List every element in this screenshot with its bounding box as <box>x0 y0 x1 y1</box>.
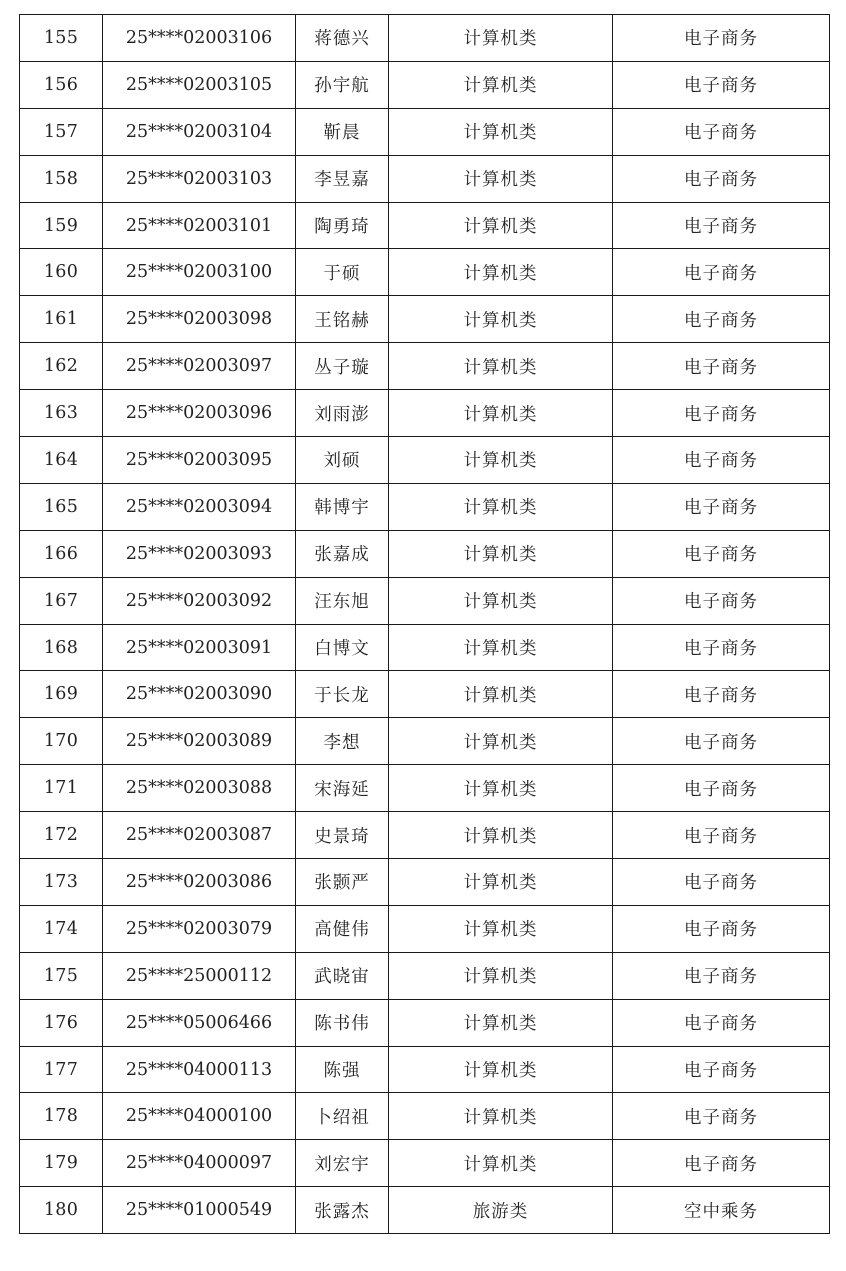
table-row <box>20 437 830 484</box>
major-cell: 电子商务 <box>613 343 830 390</box>
row-number-cell: 175 <box>20 952 103 999</box>
student-name-cell: 孙宇航 <box>296 61 389 108</box>
document-page <box>19 14 830 1234</box>
row-number-cell: 156 <box>20 61 103 108</box>
exam-id-cell: 25****02003103 <box>103 155 296 202</box>
table-row <box>20 812 830 859</box>
exam-id-cell: 25****04000113 <box>103 1046 296 1093</box>
table-row <box>20 1046 830 1093</box>
category-cell: 计算机类 <box>389 530 613 577</box>
category-cell: 计算机类 <box>389 390 613 437</box>
exam-id-cell: 25****02003092 <box>103 577 296 624</box>
exam-id-cell: 25****02003094 <box>103 483 296 530</box>
major-cell: 电子商务 <box>613 1093 830 1140</box>
major-cell: 电子商务 <box>613 155 830 202</box>
exam-id-cell: 25****02003098 <box>103 296 296 343</box>
student-name-cell: 张露杰 <box>296 1187 389 1234</box>
table-row <box>20 530 830 577</box>
category-cell: 计算机类 <box>389 15 613 62</box>
exam-id-cell: 25****04000097 <box>103 1140 296 1187</box>
student-name-cell: 卜绍祖 <box>296 1093 389 1140</box>
category-cell: 旅游类 <box>389 1187 613 1234</box>
row-number-cell: 160 <box>20 249 103 296</box>
category-cell: 计算机类 <box>389 905 613 952</box>
exam-id-cell: 25****02003086 <box>103 859 296 906</box>
category-cell: 计算机类 <box>389 1046 613 1093</box>
row-number-cell: 180 <box>20 1187 103 1234</box>
table-row <box>20 905 830 952</box>
category-cell: 计算机类 <box>389 1093 613 1140</box>
category-cell: 计算机类 <box>389 108 613 155</box>
student-name-cell: 于长龙 <box>296 671 389 718</box>
exam-id-cell: 25****02003097 <box>103 343 296 390</box>
exam-id-cell: 25****05006466 <box>103 999 296 1046</box>
row-number-cell: 155 <box>20 15 103 62</box>
exam-id-cell: 25****02003093 <box>103 530 296 577</box>
table-row <box>20 718 830 765</box>
table-row <box>20 952 830 999</box>
row-number-cell: 165 <box>20 483 103 530</box>
student-name-cell: 韩博宇 <box>296 483 389 530</box>
table-body <box>20 15 830 1234</box>
major-cell: 电子商务 <box>613 952 830 999</box>
major-cell: 电子商务 <box>613 61 830 108</box>
student-name-cell: 武晓宙 <box>296 952 389 999</box>
student-name-cell: 刘宏宇 <box>296 1140 389 1187</box>
table-row <box>20 249 830 296</box>
category-cell: 计算机类 <box>389 202 613 249</box>
table-row <box>20 108 830 155</box>
exam-id-cell: 25****01000549 <box>103 1187 296 1234</box>
row-number-cell: 157 <box>20 108 103 155</box>
table-row <box>20 1187 830 1234</box>
student-name-cell: 丛子璇 <box>296 343 389 390</box>
category-cell: 计算机类 <box>389 61 613 108</box>
row-number-cell: 172 <box>20 812 103 859</box>
major-cell: 电子商务 <box>613 999 830 1046</box>
exam-id-cell: 25****02003095 <box>103 437 296 484</box>
student-name-cell: 李昱嘉 <box>296 155 389 202</box>
category-cell: 计算机类 <box>389 859 613 906</box>
row-number-cell: 168 <box>20 624 103 671</box>
major-cell: 电子商务 <box>613 108 830 155</box>
row-number-cell: 159 <box>20 202 103 249</box>
major-cell: 电子商务 <box>613 483 830 530</box>
category-cell: 计算机类 <box>389 952 613 999</box>
category-cell: 计算机类 <box>389 812 613 859</box>
major-cell: 电子商务 <box>613 249 830 296</box>
major-cell: 电子商务 <box>613 577 830 624</box>
category-cell: 计算机类 <box>389 296 613 343</box>
exam-id-cell: 25****25000112 <box>103 952 296 999</box>
exam-id-cell: 25****02003079 <box>103 905 296 952</box>
table-row <box>20 624 830 671</box>
row-number-cell: 166 <box>20 530 103 577</box>
admission-list-table <box>19 14 830 1234</box>
category-cell: 计算机类 <box>389 577 613 624</box>
table-row <box>20 202 830 249</box>
student-name-cell: 陶勇琦 <box>296 202 389 249</box>
exam-id-cell: 25****04000100 <box>103 1093 296 1140</box>
major-cell: 电子商务 <box>613 1046 830 1093</box>
row-number-cell: 179 <box>20 1140 103 1187</box>
exam-id-cell: 25****02003096 <box>103 390 296 437</box>
row-number-cell: 162 <box>20 343 103 390</box>
category-cell: 计算机类 <box>389 1140 613 1187</box>
major-cell: 电子商务 <box>613 437 830 484</box>
major-cell: 电子商务 <box>613 905 830 952</box>
row-number-cell: 163 <box>20 390 103 437</box>
major-cell: 电子商务 <box>613 15 830 62</box>
category-cell: 计算机类 <box>389 999 613 1046</box>
category-cell: 计算机类 <box>389 155 613 202</box>
major-cell: 电子商务 <box>613 202 830 249</box>
row-number-cell: 170 <box>20 718 103 765</box>
exam-id-cell: 25****02003101 <box>103 202 296 249</box>
category-cell: 计算机类 <box>389 624 613 671</box>
major-cell: 电子商务 <box>613 296 830 343</box>
category-cell: 计算机类 <box>389 437 613 484</box>
row-number-cell: 176 <box>20 999 103 1046</box>
category-cell: 计算机类 <box>389 249 613 296</box>
table-row <box>20 483 830 530</box>
row-number-cell: 173 <box>20 859 103 906</box>
row-number-cell: 164 <box>20 437 103 484</box>
row-number-cell: 161 <box>20 296 103 343</box>
major-cell: 电子商务 <box>613 624 830 671</box>
table-row <box>20 296 830 343</box>
major-cell: 电子商务 <box>613 1140 830 1187</box>
row-number-cell: 178 <box>20 1093 103 1140</box>
student-name-cell: 刘硕 <box>296 437 389 484</box>
major-cell: 空中乘务 <box>613 1187 830 1234</box>
table-row <box>20 61 830 108</box>
table-row <box>20 343 830 390</box>
row-number-cell: 174 <box>20 905 103 952</box>
student-name-cell: 靳晨 <box>296 108 389 155</box>
table-row <box>20 1093 830 1140</box>
row-number-cell: 171 <box>20 765 103 812</box>
exam-id-cell: 25****02003091 <box>103 624 296 671</box>
student-name-cell: 蒋德兴 <box>296 15 389 62</box>
student-name-cell: 白博文 <box>296 624 389 671</box>
student-name-cell: 张颢严 <box>296 859 389 906</box>
student-name-cell: 刘雨澎 <box>296 390 389 437</box>
student-name-cell: 陈强 <box>296 1046 389 1093</box>
major-cell: 电子商务 <box>613 812 830 859</box>
exam-id-cell: 25****02003089 <box>103 718 296 765</box>
category-cell: 计算机类 <box>389 671 613 718</box>
student-name-cell: 王铭赫 <box>296 296 389 343</box>
category-cell: 计算机类 <box>389 343 613 390</box>
table-row <box>20 999 830 1046</box>
category-cell: 计算机类 <box>389 765 613 812</box>
table-row <box>20 155 830 202</box>
student-name-cell: 李想 <box>296 718 389 765</box>
category-cell: 计算机类 <box>389 483 613 530</box>
table-row <box>20 390 830 437</box>
student-name-cell: 陈书伟 <box>296 999 389 1046</box>
major-cell: 电子商务 <box>613 718 830 765</box>
table-row <box>20 765 830 812</box>
major-cell: 电子商务 <box>613 530 830 577</box>
row-number-cell: 169 <box>20 671 103 718</box>
student-name-cell: 史景琦 <box>296 812 389 859</box>
exam-id-cell: 25****02003100 <box>103 249 296 296</box>
table-row <box>20 577 830 624</box>
exam-id-cell: 25****02003088 <box>103 765 296 812</box>
category-cell: 计算机类 <box>389 718 613 765</box>
major-cell: 电子商务 <box>613 765 830 812</box>
row-number-cell: 177 <box>20 1046 103 1093</box>
table-row <box>20 671 830 718</box>
student-name-cell: 宋海延 <box>296 765 389 812</box>
major-cell: 电子商务 <box>613 671 830 718</box>
table-row <box>20 15 830 62</box>
exam-id-cell: 25****02003106 <box>103 15 296 62</box>
student-name-cell: 汪东旭 <box>296 577 389 624</box>
table-row <box>20 859 830 906</box>
major-cell: 电子商务 <box>613 390 830 437</box>
exam-id-cell: 25****02003105 <box>103 61 296 108</box>
table-row <box>20 1140 830 1187</box>
exam-id-cell: 25****02003090 <box>103 671 296 718</box>
major-cell: 电子商务 <box>613 859 830 906</box>
row-number-cell: 167 <box>20 577 103 624</box>
exam-id-cell: 25****02003104 <box>103 108 296 155</box>
exam-id-cell: 25****02003087 <box>103 812 296 859</box>
student-name-cell: 高健伟 <box>296 905 389 952</box>
student-name-cell: 张嘉成 <box>296 530 389 577</box>
student-name-cell: 于硕 <box>296 249 389 296</box>
row-number-cell: 158 <box>20 155 103 202</box>
